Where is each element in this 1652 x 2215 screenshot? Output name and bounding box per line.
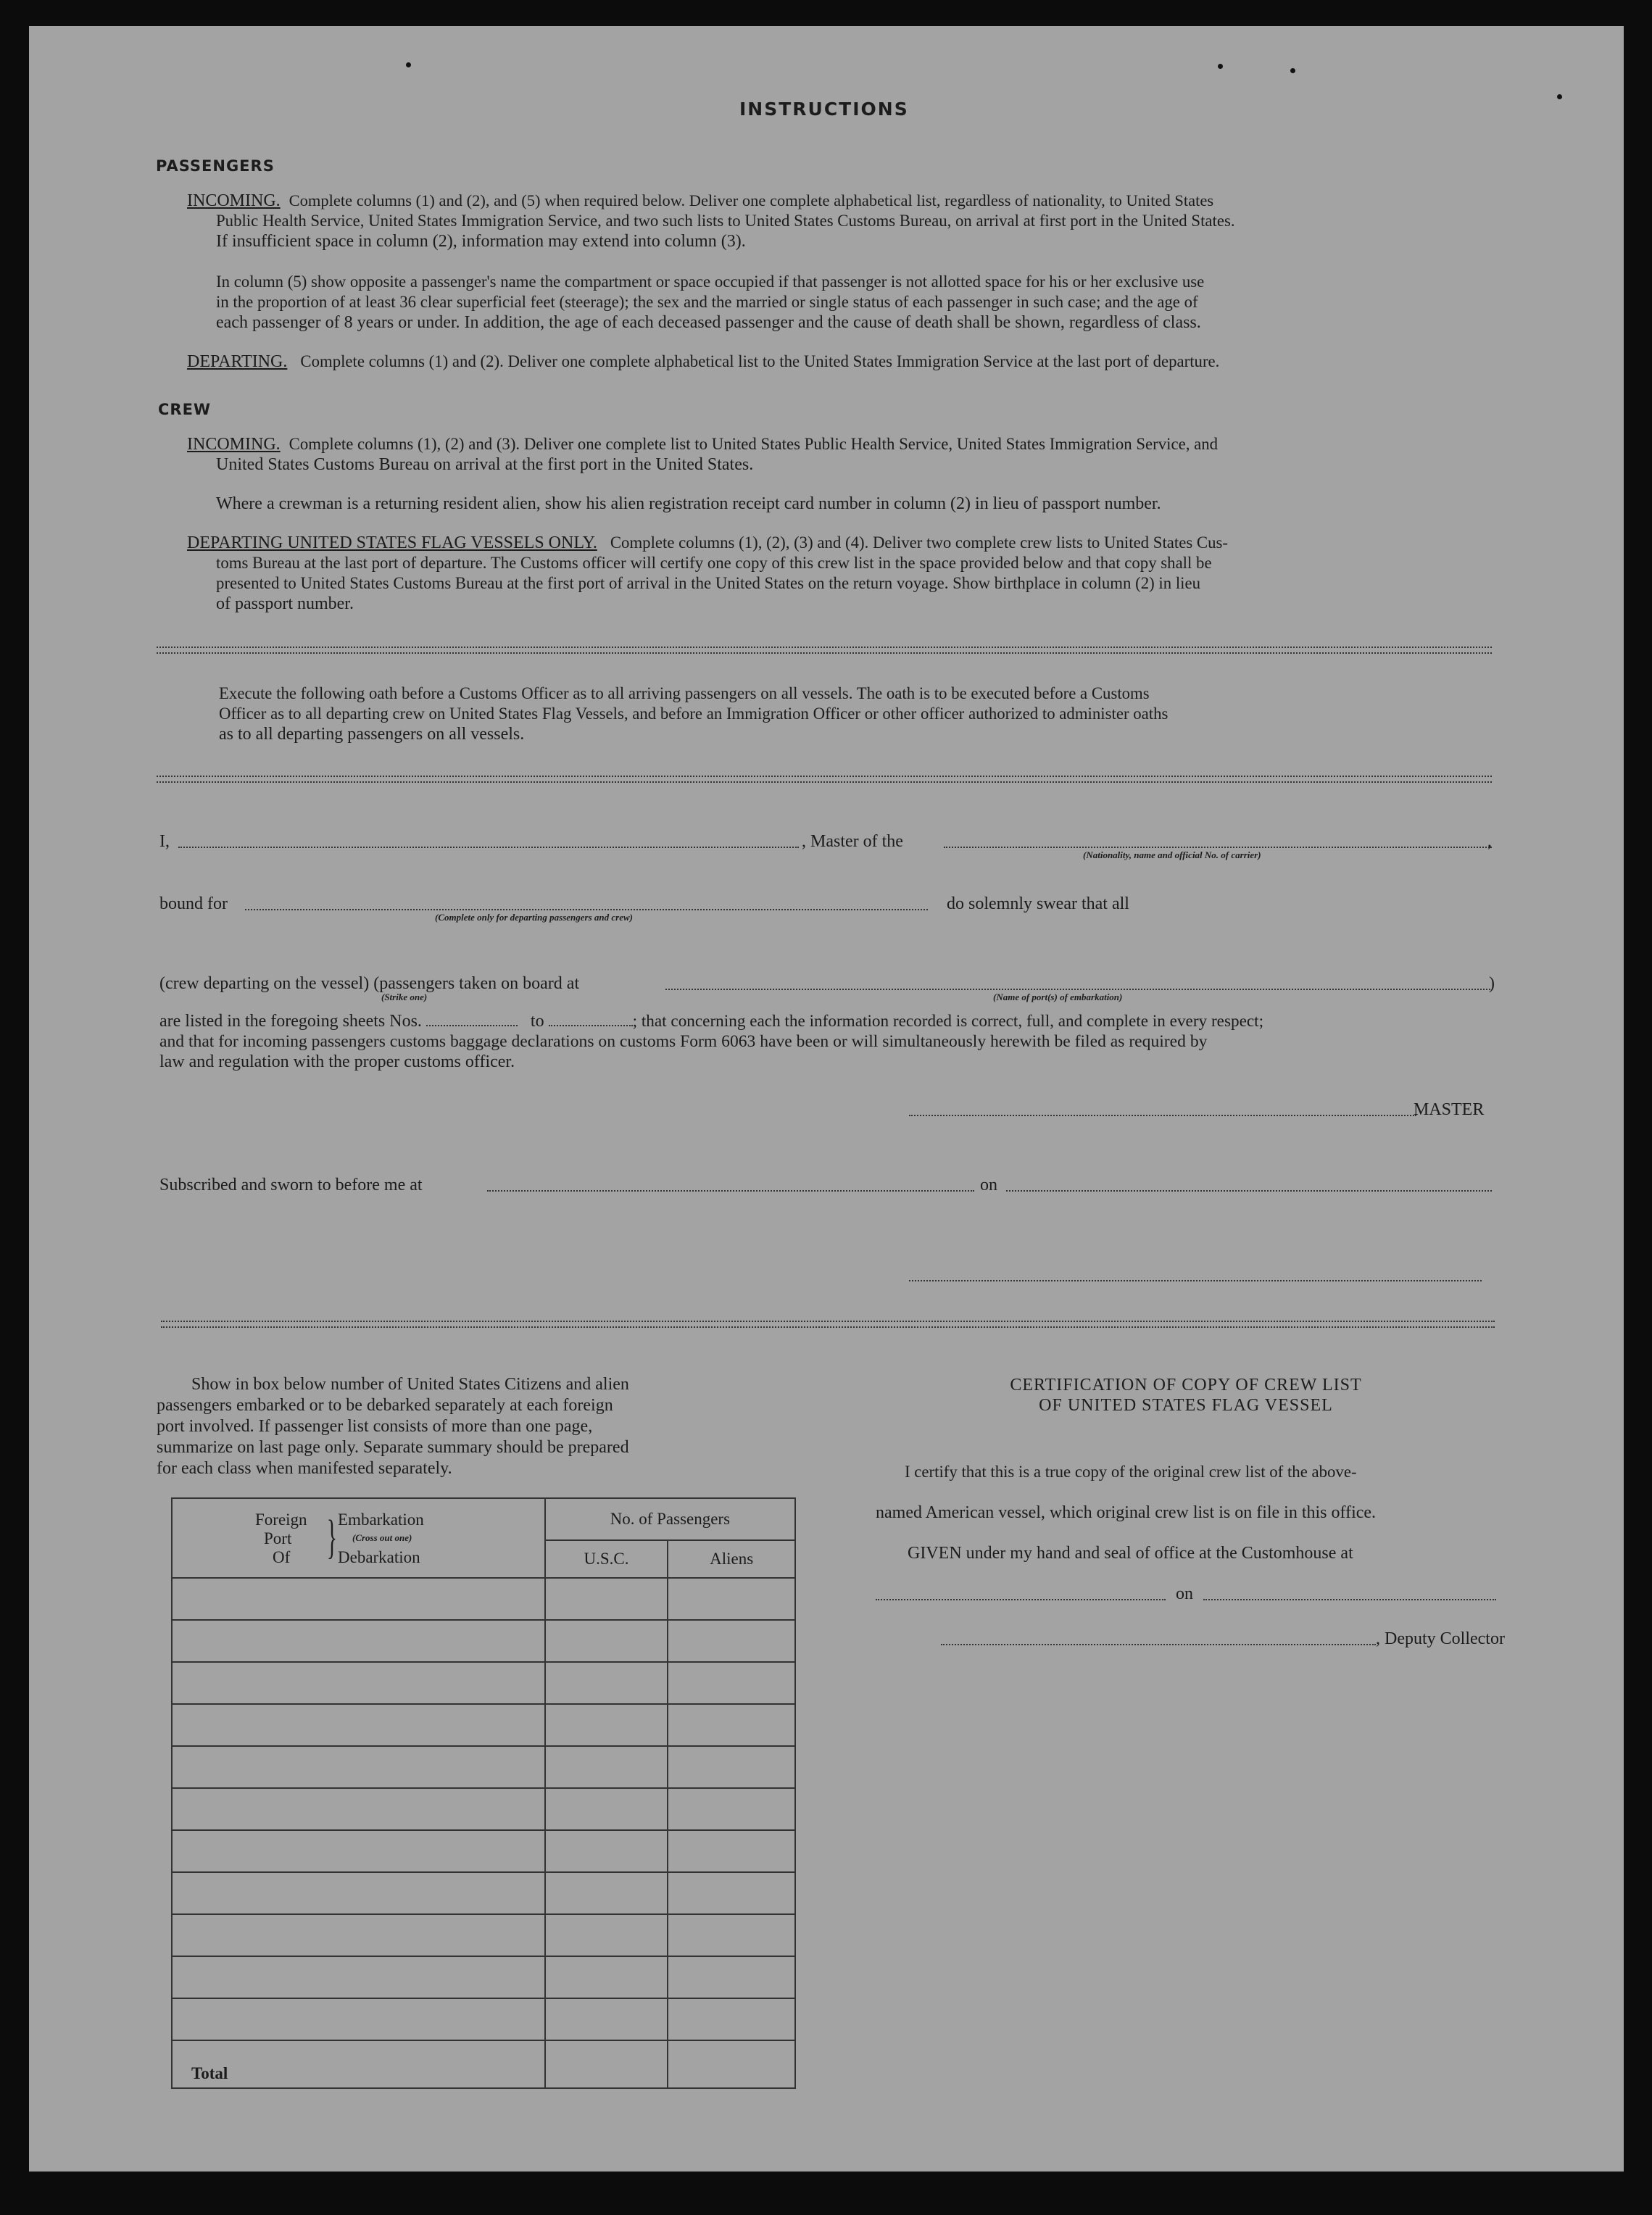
crew-departing-line-2: toms Bureau at the last port of departure. The Customs officer will certify one copy of this crew list in the space provided below and that copy shall be xyxy=(216,554,1212,572)
aliens-total-cell[interactable] xyxy=(668,2040,795,2088)
crew-incoming-line-1 xyxy=(187,433,1218,455)
port-cell[interactable] xyxy=(172,1998,545,2040)
master-label: MASTER xyxy=(1414,1100,1485,1119)
oath-instruction-line-1: Execute the following oath before a Customs Officer as to all arriving passengers on all vessels. The oath is to be executed before a Customs xyxy=(219,684,1150,702)
passengers-incoming-text-1: Complete columns (1) and (2), and (5) when required below. Deliver one complete alphabetical list, regardless of nationality, to United States xyxy=(289,191,1214,209)
usc-cell[interactable] xyxy=(545,1578,668,1620)
bound-for-note: (Complete only for departing passengers and crew) xyxy=(435,912,633,923)
customhouse-field[interactable] xyxy=(876,1599,1166,1600)
summary-line-3: port involved. If passenger list consists of more than one page, xyxy=(157,1417,593,1436)
usc-cell[interactable] xyxy=(545,1704,668,1746)
form-page xyxy=(29,26,1624,2172)
usc-total-cell[interactable] xyxy=(545,2040,668,2088)
port-cell[interactable] xyxy=(172,1956,545,1998)
usc-cell[interactable] xyxy=(545,1788,668,1830)
passengers-departing-text: Complete columns (1) and (2). Deliver one complete alphabetical list to the United States Immigration Service at the last port of departure. xyxy=(300,352,1220,370)
port-label: Port xyxy=(264,1529,292,1547)
oath-instruction-line-3: as to all departing passengers on all vessels. xyxy=(219,725,525,744)
usc-cell[interactable] xyxy=(545,1956,668,1998)
usc-cell[interactable] xyxy=(545,1830,668,1872)
sworn-on-label: on xyxy=(980,1176,997,1194)
aliens-cell[interactable] xyxy=(668,1872,795,1914)
page-title: INSTRUCTIONS xyxy=(739,99,909,120)
oath-instruction-line-2: Officer as to all departing crew on United States Flag Vessels, and before an Immigration Officer or other officer authorized to administer oaths xyxy=(219,705,1169,723)
crew-incoming-line-2: United States Customs Bureau on arrival at the first port in the United States. xyxy=(216,455,754,474)
officer-signature-field[interactable] xyxy=(909,1280,1482,1281)
port-cell[interactable] xyxy=(172,1914,545,1956)
aliens-cell[interactable] xyxy=(668,1704,795,1746)
of-label: Of xyxy=(273,1548,291,1566)
summary-line-4: summarize on last page only. Separate summary should be prepared xyxy=(157,1438,629,1457)
aliens-cell[interactable] xyxy=(668,1620,795,1662)
port-cell[interactable] xyxy=(172,1830,545,1872)
certification-date-field[interactable] xyxy=(1203,1599,1496,1600)
bound-for-field[interactable] xyxy=(245,909,928,910)
passengers-incoming-line-2: Public Health Service, United States Immigration Service, and two such lists to United States Customs Bureau, on arrival at first port in the United States. xyxy=(216,212,1235,230)
column5-line-2: in the proportion of at least 36 clear superficial feet (steerage); the sex and the married or single status of each passenger in such case; and the age of xyxy=(216,293,1198,311)
sheet-to-field[interactable] xyxy=(549,1025,633,1026)
brace-icon: } xyxy=(326,1510,337,1563)
certification-line-3: GIVEN under my hand and seal of office at the Customhouse at xyxy=(908,1544,1353,1563)
crew-departing-line-1 xyxy=(187,532,1228,554)
aliens-cell[interactable] xyxy=(668,1746,795,1788)
crew-incoming-label: INCOMING. xyxy=(187,435,281,454)
aliens-cell[interactable] xyxy=(668,1830,795,1872)
passengers-departing-line xyxy=(187,351,1219,373)
summary-line-1: Show in box below number of United States Citizens and alien xyxy=(191,1375,629,1394)
passengers-departing-label: DEPARTING. xyxy=(187,352,288,371)
sheet-from-field[interactable] xyxy=(426,1025,518,1026)
port-cell[interactable] xyxy=(172,1788,545,1830)
aliens-cell[interactable] xyxy=(668,1788,795,1830)
passengers-heading: PASSENGERS xyxy=(156,157,275,175)
passengers-incoming-label: INCOMING. xyxy=(187,191,281,210)
strike-one-note: (Strike one) xyxy=(381,992,428,1002)
debarkation-label: Debarkation xyxy=(338,1548,420,1566)
certification-line-1: I certify that this is a true copy of the original crew list of the above- xyxy=(905,1463,1357,1481)
usc-cell[interactable] xyxy=(545,1746,668,1788)
scan-speck xyxy=(1218,64,1223,69)
scan-speck xyxy=(1290,68,1295,73)
deputy-signature-field[interactable] xyxy=(941,1644,1376,1645)
scan-speck xyxy=(1557,94,1562,99)
column5-line-3: each passenger of 8 years or under. In addition, the age of each deceased passenger and the cause of death shall be shown, regardless of class. xyxy=(216,313,1201,332)
foreign-label: Foreign xyxy=(255,1510,307,1529)
port-cell[interactable] xyxy=(172,1578,545,1620)
usc-cell[interactable] xyxy=(545,1914,668,1956)
embarkation-label: Embarkation xyxy=(338,1510,424,1529)
section-divider xyxy=(161,1321,1495,1328)
ports-note: (Name of port(s) of embarkation) xyxy=(993,992,1123,1002)
usc-cell[interactable] xyxy=(545,1872,668,1914)
deputy-collector-label: , Deputy Collector xyxy=(1376,1629,1505,1648)
aliens-cell[interactable] xyxy=(668,1578,795,1620)
port-cell[interactable] xyxy=(172,1746,545,1788)
port-cell[interactable] xyxy=(172,1662,545,1704)
crew-heading: CREW xyxy=(158,401,212,418)
carrier-field[interactable] xyxy=(944,847,1492,848)
master-of-label: , Master of the xyxy=(802,832,903,851)
passengers-incoming-line-1 xyxy=(187,190,1213,212)
total-label xyxy=(172,2040,545,2088)
total-text: Total xyxy=(191,2064,228,2082)
no-passengers-header: No. of Passengers xyxy=(545,1498,795,1540)
passengers-incoming-line-3: If insufficient space in column (2), information may extend into column (3). xyxy=(216,232,746,251)
nationality-note: (Nationality, name and official No. of carrier) xyxy=(1083,849,1261,860)
crew-resident-line: Where a crewman is a returning resident alien, show his alien registration receipt card number in column (2) in lieu of passport number. xyxy=(216,494,1161,513)
summary-line-5: for each class when manifested separately. xyxy=(157,1459,452,1478)
subscribed-label: Subscribed and sworn to before me at xyxy=(159,1176,423,1194)
aliens-cell[interactable] xyxy=(668,1662,795,1704)
crew-departing-label: DEPARTING UNITED STATES FLAG VESSELS ONLY. xyxy=(187,533,597,552)
usc-cell[interactable] xyxy=(545,1998,668,2040)
certification-title-1: CERTIFICATION OF COPY OF CREW LIST xyxy=(1010,1376,1362,1395)
usc-cell[interactable] xyxy=(545,1662,668,1704)
crew-departing-line-3: presented to United States Customs Bureau at the first port of arrival in the United States on the return voyage. Show birthplace in column (2) in lieu xyxy=(216,574,1201,592)
scan-speck xyxy=(406,62,411,67)
aliens-cell[interactable] xyxy=(668,1914,795,1956)
sheets-certify-text: ; that concerning each the information recorded is correct, full, and complete in every respect; xyxy=(632,1012,1264,1031)
certification-title-2: OF UNITED STATES FLAG VESSEL xyxy=(1039,1396,1333,1415)
port-cell[interactable] xyxy=(172,1704,545,1746)
port-cell[interactable] xyxy=(172,1620,545,1662)
usc-header: U.S.C. xyxy=(545,1540,668,1578)
master-signature-field[interactable] xyxy=(909,1115,1416,1116)
section-divider xyxy=(157,647,1492,654)
aliens-header: Aliens xyxy=(668,1540,795,1578)
section-divider xyxy=(157,776,1492,783)
summary-line-2: passengers embarked or to be debarked separately at each foreign xyxy=(157,1396,613,1415)
crew-departing-label: (crew departing on the vessel) (passengers taken on board at xyxy=(159,974,580,993)
swear-label: do solemnly swear that all xyxy=(947,894,1129,913)
sworn-place-field[interactable] xyxy=(487,1190,974,1192)
sheets-label: are listed in the foregoing sheets Nos. xyxy=(159,1012,422,1031)
column5-line-1: In column (5) show opposite a passenger's name the compartment or space occupied if that passenger is not allotted space for his or her exclusive use xyxy=(216,273,1205,291)
sheets-line xyxy=(159,1010,1263,1032)
crew-departing-text-1: Complete columns (1), (2), (3) and (4). Deliver two complete crew lists to United States Cus- xyxy=(610,533,1228,552)
embarkation-ports-field[interactable] xyxy=(665,989,1490,990)
summary-instructions xyxy=(157,1374,789,1479)
aliens-cell[interactable] xyxy=(668,1956,795,1998)
crew-departing-line-4: of passport number. xyxy=(216,594,354,613)
sheets-to-label: to xyxy=(530,1012,544,1031)
oath-comma: , xyxy=(1487,832,1492,851)
master-name-field[interactable] xyxy=(178,847,799,848)
certification-line-2: named American vessel, which original crew list is on file in this office. xyxy=(876,1503,1377,1522)
usc-cell[interactable] xyxy=(545,1620,668,1662)
certification-on-label: on xyxy=(1176,1584,1193,1603)
cross-out-note: (Cross out one) xyxy=(352,1532,412,1543)
oath-line-2: and that for incoming passengers customs baggage declarations on customs Form 6063 have been or will simultaneously herewith be filed as required by xyxy=(159,1032,1208,1051)
sworn-date-field[interactable] xyxy=(1006,1190,1492,1192)
port-header xyxy=(172,1498,545,1578)
crew-incoming-text-1: Complete columns (1), (2) and (3). Deliver one complete list to United States Public Health Service, United States Immigration Service, and xyxy=(289,435,1219,453)
aliens-cell[interactable] xyxy=(668,1998,795,2040)
oath-i-label: I, xyxy=(159,832,170,851)
oath-line-3: law and regulation with the proper customs officer. xyxy=(159,1052,515,1071)
passenger-summary-table xyxy=(171,1497,796,2089)
bound-for-label: bound for xyxy=(159,894,228,913)
port-cell[interactable] xyxy=(172,1872,545,1914)
close-paren: ) xyxy=(1489,974,1495,993)
